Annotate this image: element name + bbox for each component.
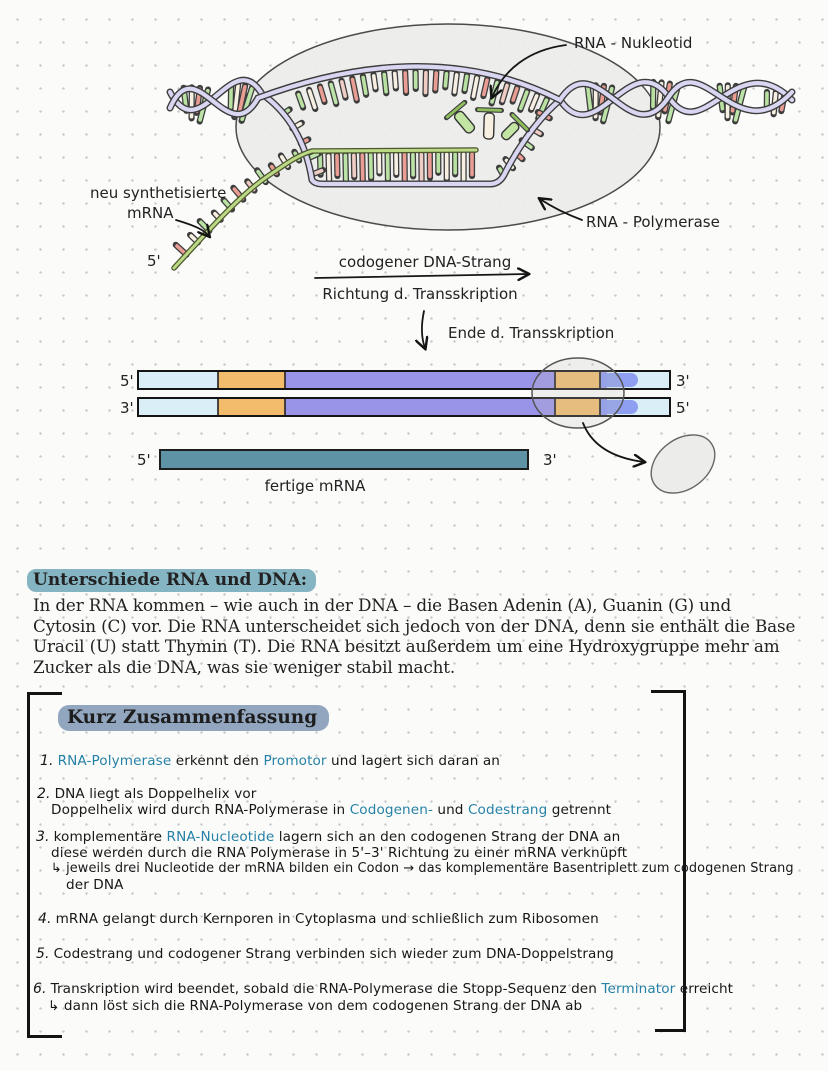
item-number: 2. — [37, 786, 51, 802]
bar-label-3p-bottom: 3' — [120, 399, 134, 417]
base-tick — [405, 73, 406, 91]
summary-item-3-line2 — [51, 845, 627, 861]
item-text: ↳ jeweils drei Nucleotide der mRNA bilden ein Codon → das komplementäre Basentriplett zum codogenen Strang — [51, 861, 794, 876]
item-number: 5. — [36, 946, 50, 962]
summary-item-6 — [33, 981, 733, 997]
item-number: 1. — [40, 753, 54, 769]
item-text: Transkription wird beendet, sobald die RNA-Polymerase die Stopp-Sequenz den — [50, 981, 602, 997]
item-text: getrennt — [547, 802, 612, 818]
summary-item-2-line2 — [51, 802, 611, 818]
label-rna-polymerase: RNA - Polymerase — [586, 213, 720, 231]
base-tick — [329, 156, 330, 180]
strand-bars — [120, 358, 726, 505]
item-number: 3. — [36, 829, 50, 845]
detached-polymerase-ellipse — [640, 423, 726, 505]
terminator-circle — [532, 358, 624, 428]
label-neu-mrna: mRNA — [127, 204, 174, 222]
item-text: erkennt den — [171, 753, 264, 769]
item-text: Doppelhelix wird durch RNA-Polymerase in — [51, 802, 350, 818]
base-tick — [465, 76, 467, 89]
item-text: lagern sich an den codogenen Strang der DNA an — [274, 829, 621, 845]
item-number: 6. — [33, 981, 47, 997]
mrna-bar-label-3p: 3' — [543, 451, 557, 469]
label-mrna-5prime: 5' — [147, 252, 161, 270]
rna-dna-paragraph: In der RNA kommen – wie auch in der DNA – die Basen Adenin (A), Guanin (G) und Cytosin (C) vor. Die RNA unterscheidet sich jedoch von der DNA, denn sie enthält die Base Uracil (U) statt Thymin (T). Die RNA besitzt außerdem um eine Hydroxygruppe mehr am Zucker als die DNA, was sie weniger stabil macht. — [33, 595, 796, 677]
summary-item-3 — [36, 829, 620, 845]
transcription-direction-arrow — [315, 274, 528, 278]
item-text: DNA liegt als Doppelhelix vor — [54, 786, 257, 802]
box-border-left — [27, 692, 30, 1038]
base-tick — [445, 74, 446, 86]
label-codogener-strang: codogener DNA-Strang — [338, 253, 512, 271]
base-tick — [395, 74, 396, 87]
summary-item-2 — [37, 786, 256, 802]
label-richtung: Richtung d. Transskription — [322, 285, 518, 303]
box-corner-top-right — [651, 690, 686, 693]
ende-down-arrow — [422, 311, 425, 348]
item-text: erreicht — [675, 981, 734, 997]
rna-dna-section — [33, 569, 799, 677]
item-number: 4. — [38, 911, 52, 927]
item-text: und lagert sich daran an — [326, 753, 500, 769]
term-promotor: Promotor — [263, 753, 327, 769]
term-codestrang: Codestrang — [467, 802, 548, 818]
item-text: und — [432, 802, 468, 818]
label-ende-transskription: Ende d. Transskription — [448, 324, 615, 342]
base-tick — [435, 73, 436, 89]
base-tick — [384, 75, 386, 92]
summary-item-4 — [38, 911, 599, 927]
rna-dna-heading: Unterschiede RNA und DNA: — [27, 569, 316, 592]
summary-item-5 — [36, 946, 614, 962]
term-codogenen: Codogenen- — [349, 802, 433, 818]
box-corner-bottom-left — [27, 1035, 62, 1038]
box-corner-top-left — [27, 692, 62, 695]
label-neu-synthetisierte: neu synthetisierte — [90, 184, 227, 202]
transcription-diagram — [0, 0, 828, 520]
summary-item-6-line2 — [48, 998, 582, 1014]
bar-label-3p-top: 3' — [676, 372, 690, 390]
item-text: komplementäre — [53, 829, 167, 845]
item-text: Codestrang und codogener Strang verbinden sich wieder zum DNA-Doppelstrang — [53, 946, 614, 962]
term-terminator: Terminator — [601, 981, 676, 997]
bar-label-5p-top: 5' — [120, 372, 134, 390]
item-text: der DNA — [66, 877, 124, 893]
label-rna-nukleotid: RNA - Nukleotid — [574, 34, 693, 52]
summary-item-3-line4 — [66, 877, 124, 893]
detach-arrow — [583, 423, 644, 462]
summary-item-3-line3 — [51, 861, 794, 876]
bar-label-5p-bottom: 5' — [676, 399, 690, 417]
base-tick — [455, 75, 457, 92]
mrna-bar — [160, 450, 528, 469]
base-tick — [362, 155, 363, 182]
box-corner-bottom-right — [655, 1029, 686, 1032]
mrna-bar-label-5p: 5' — [137, 451, 151, 469]
item-text: ↳ dann löst sich die RNA-Polymerase von dem codogenen Strang der DNA ab — [48, 998, 583, 1014]
item-text: diese werden durch die RNA Polymerase in 5'–3' Richtung zu einer mRNA verknüpft — [51, 845, 628, 861]
base-tick — [374, 76, 376, 88]
base-tick — [345, 156, 346, 181]
term-rna-nucleotide: RNA-Nucleotide — [166, 829, 275, 845]
item-text: mRNA gelangt durch Kernporen in Cytoplasma und schließlich zum Ribosomen — [55, 911, 599, 927]
term-rna-polymerase: RNA-Polymerase — [57, 753, 172, 769]
label-fertige-mrna: fertige mRNA — [264, 477, 366, 495]
summary-item-1 — [40, 753, 500, 769]
base-tick — [316, 171, 322, 173]
summary-heading: Kurz Zusammenfassung — [58, 705, 329, 731]
